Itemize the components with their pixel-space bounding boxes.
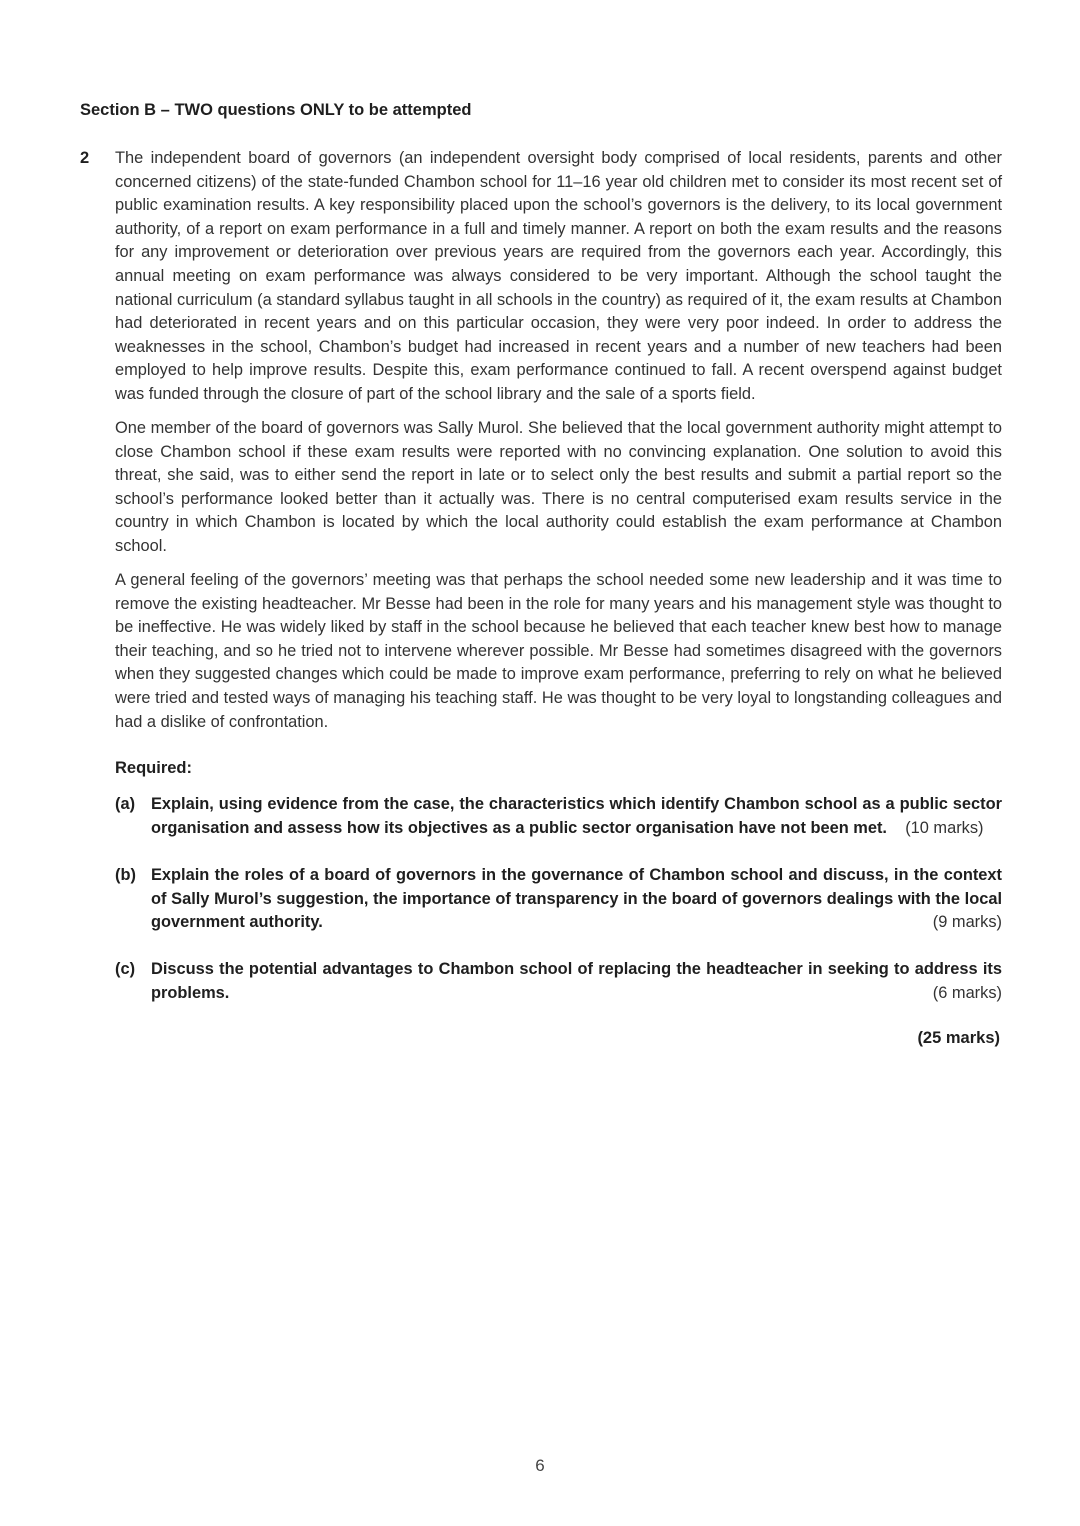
requirement-text <box>151 864 1002 935</box>
question-paragraph-3 <box>115 569 1002 734</box>
requirement-text <box>151 793 1002 840</box>
total-marks: (25 marks) <box>917 1029 1000 1047</box>
requirement-body: Explain the roles of a board of governors in the governance of Chambon school and discuss, in the context of Sally Murol’s suggestion, the importance of transparency in the board of governors dealings with the local government authority. <box>151 866 1002 932</box>
requirement-letter: (c) <box>115 960 136 978</box>
requirement-a <box>115 793 1002 840</box>
page-number: 6 <box>535 1456 545 1475</box>
requirement-b <box>115 864 1002 935</box>
requirement-body: Explain, using evidence from the case, the characteristics which identify Chambon school as a public sector organisation and assess how its objectives as a public sector organisation have not been met. <box>151 795 1002 837</box>
requirement-text <box>151 958 1002 1005</box>
requirement-c <box>115 958 1002 1005</box>
requirement-marks: (10 marks) <box>905 818 984 837</box>
paragraph-text: One member of the board of governors was Sally Murol. She believed that the local government authority might attempt to close Chambon school if these exam results were reported with no convincing explanation. One solution to avoid this threat, she said, was to either send the report in late or to select only the best results and submit a partial report so the school’s performance looked better than it actually was. There is no central computerised exam results service in the country in which Chambon is located by which the local authority could establish the exam performance at Chambon school. <box>115 419 1002 555</box>
section-heading: Section B – TWO questions ONLY to be attempted <box>80 101 472 119</box>
requirement-letter: (b) <box>115 866 136 884</box>
required-label: Required: <box>115 759 193 777</box>
requirement-marks: (9 marks) <box>932 913 1002 932</box>
requirement-letter: (a) <box>115 795 136 813</box>
paragraph-text: A general feeling of the governors’ meeting was that perhaps the school needed some new leadership and it was time to remove the existing headteacher. Mr Besse had been in the role for many years and his management style was thought to be ineffective. He was widely liked by staff in the school because he believed that each teacher knew best how to manage their teaching, and so he tried not to intervene wherever possible. Mr Besse had sometimes disagreed with the governors when they suggested changes which could be made to improve exam performance, preferring to rely on what he believed were tried and tested ways of managing his teaching staff. He was thought to be very loyal to longstanding colleagues and had a dislike of confrontation. <box>115 571 1002 731</box>
paragraph-text: The independent board of governors (an independent oversight body comprised of local residents, parents and other concerned citizens) of the state-funded Chambon school for 11–16 year old children met to consider its most recent set of public examination results. A key responsibility placed upon the school’s governors is the delivery, to its local government authority, of a report on exam performance in a full and timely manner. A report on both the exam results and the reasons for any improvement or deterioration over previous years are required from the governors each year. Accordingly, this annual meeting on exam performance was always considered to be very important. Although the school taught the national curriculum (a standard syllabus taught in all schools in the country) as required of it, the exam results at Chambon had deteriorated in recent years and on this particular occasion, they were very poor indeed. In order to address the weaknesses in the school, Chambon’s budget had increased in recent years and a number of new teachers had been employed to help improve results. Despite this, exam performance continued to fall. A recent overspend against budget was funded through the closure of part of the school library and the sale of a sports field. <box>115 149 1002 403</box>
question-number: 2 <box>80 149 90 167</box>
question-paragraph-1 <box>115 147 1002 407</box>
requirement-body: Discuss the potential advantages to Chambon school of replacing the headteacher in seeking to address its problems. <box>151 960 1002 1002</box>
requirement-marks: (6 marks) <box>932 983 1002 1002</box>
question-paragraph-2 <box>115 417 1002 559</box>
